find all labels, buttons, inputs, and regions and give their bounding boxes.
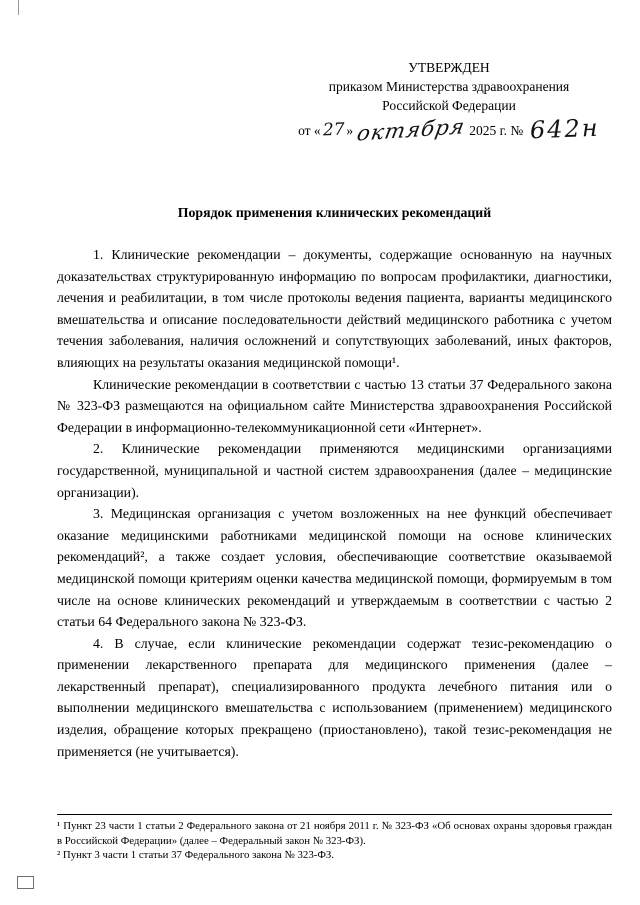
document-title: Порядок применения клинических рекомендаций [177, 205, 492, 220]
approval-by-line: приказом Министерства здравоохранения [328, 79, 570, 94]
paragraph-3: 2. Клинические рекомендации применяются медицинскими организациями государственной, муниципальной и частной систем здравоохранения (далее – медицинские организации). [57, 441, 612, 500]
paragraph-4: 3. Медицинская организация с учетом возложенных на нее функций обеспечивает оказание медицинскими работниками медицинской помощи на основе клинических рекомендаций², а также создает условия, обеспечивающие соответствие оказываемой медицинской помощи критериям оценки качества медицинской помощи, формируемым в том числе на основе клинических рекомендаций и утверждаемым в соответствии с частью 2 статьи 64 Федерального закона № 323-ФЗ. [57, 506, 612, 630]
date-prefix: от « [298, 123, 321, 138]
date-year-part: 2025 г. № [469, 123, 524, 138]
approval-org-line: Российской Федерации [382, 98, 516, 113]
paragraph-1: 1. Клинические рекомендации – документы, содержащие основанную на научных доказательствах структурированную информацию по вопросам профилактики, диагностики, лечения и реабилитации, в том числе протоколы ведения пациента, варианты медицинского вмешательства и описание последовательности действий медицинского работника с учетом течения заболевания, наличия осложнений и сопутствующих заболеваний, иных факторов, влияющих на результаты оказания медицинской помощи¹. [57, 247, 612, 370]
paragraph-5: 4. В случае, если клинические рекомендации содержат тезис-рекомендацию о применении лекарственного препарата для медицинского применения (далее – лекарственный препарат), специализированного продукта лечебного питания или о выполнении медицинского вмешательства с использованием (применением) медицинского изделия, обращение которых прекращено (приостановлено), такой тезис-рекомендация не применяется (не учитывается). [57, 635, 612, 759]
footnote-1: ¹ Пункт 23 части 1 статьи 2 Федерального закона от 21 ноября 2011 г. № 323-ФЗ «Об основах охраны здоровья граждан в Российской Федерации» (далее – Федеральный закон № 323-ФЗ). [57, 820, 612, 847]
handwritten-doc-number: 642н [529, 113, 601, 145]
paragraph-2: Клинические рекомендации в соответствии с частью 13 статьи 37 Федерального закона № 323-ФЗ размещаются на официальном сайте Министерства здравоохранения Российской Федерации в информационно-телекоммуникационной сети «Интернет». [57, 376, 612, 435]
handwritten-month: октября [355, 114, 468, 146]
approval-block [294, 58, 604, 148]
scan-mark-top-left [18, 0, 19, 15]
footnote-2: ² Пункт 3 части 1 статьи 37 Федерального закона № 323-ФЗ. [57, 849, 334, 862]
scan-mark-bottom-left [17, 876, 34, 889]
footnotes-section [57, 814, 612, 863]
handwritten-day: 27 [322, 119, 345, 141]
approval-approved-label: УТВЕРЖДЕН [408, 60, 490, 75]
date-quote-close: » [346, 123, 354, 138]
approval-date-line [294, 113, 604, 148]
